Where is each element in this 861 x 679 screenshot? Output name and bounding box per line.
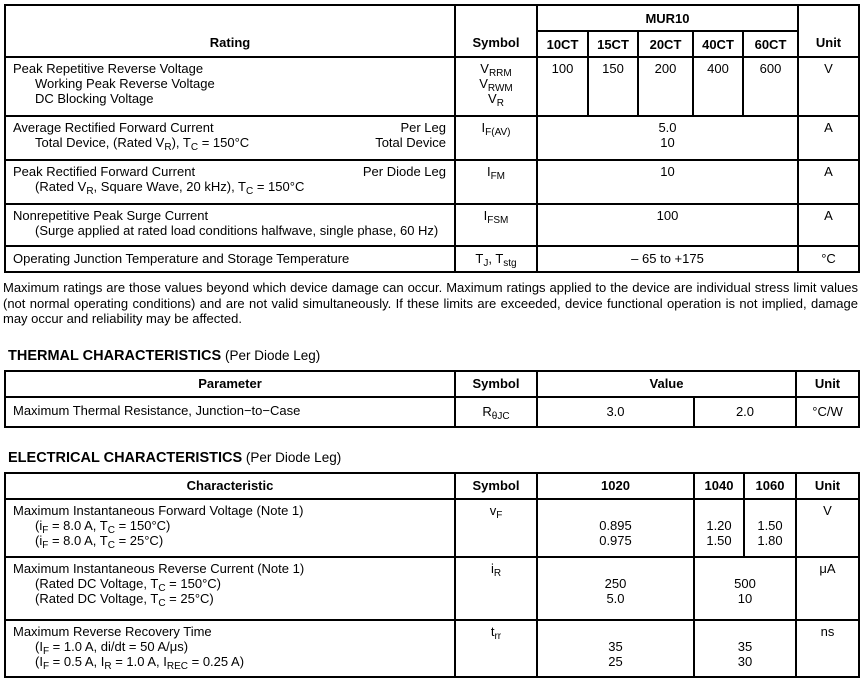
maximum-ratings-table	[4, 4, 860, 273]
symbol-cell: $t_{rr}$	[455, 620, 537, 677]
value-cell-2: 2.0	[694, 397, 796, 427]
value-cell-merged: 10	[537, 160, 798, 204]
column-header-symbol: Symbol	[455, 371, 537, 397]
total-device-note: Total Device	[375, 135, 446, 150]
characteristic-line: (Rated DC Voltage, $T_C = 150^\circ C$)	[35, 575, 221, 594]
column-header-1060: 1060	[744, 473, 796, 499]
characteristic-cell	[5, 620, 455, 677]
family-header: MUR10	[537, 5, 798, 31]
unit-cell: V	[798, 57, 859, 116]
value-cell-1040-1060-merged: 500 10	[694, 557, 796, 620]
value-cell-1020: 0.895 0.975	[537, 499, 694, 557]
value-cell-1020: 250 5.0	[537, 557, 694, 620]
column-header-1020: 1020	[537, 473, 694, 499]
value-cell-1020: 35 25	[537, 620, 694, 677]
electrical-section-heading	[8, 450, 861, 466]
column-header-model-15ct: 15CT	[588, 31, 638, 57]
value-cell-1060: 1.50 1.80	[744, 499, 796, 557]
rating-line: Working Peak Reverse Voltage	[35, 76, 215, 91]
rating-cell	[5, 160, 455, 204]
value-cell-1040-1060-merged: 35 30	[694, 620, 796, 677]
table-row-reverse-current	[5, 557, 859, 620]
table-row-junction-temperature	[5, 246, 859, 272]
characteristic-cell	[5, 557, 455, 620]
value-cell-40ct: 400	[693, 57, 743, 116]
thermal-heading-suffix: (Per Diode Leg)	[221, 347, 321, 363]
column-header-unit: Unit	[796, 371, 859, 397]
column-header-characteristic: Characteristic	[5, 473, 455, 499]
characteristic-cell	[5, 499, 455, 557]
table-row-forward-voltage	[5, 499, 859, 557]
characteristic-line: Maximum Instantaneous Reverse Current (Note 1)	[13, 560, 305, 576]
maximum-ratings-note: Maximum ratings are those values beyond which device damage can occur. Maximum ratings applied to the device are individual stress limit values (not normal operating conditions) and are not valid simultaneously. If these limits are exceeded, device functional operation is not implied, damage may occur and reliability may be affected.	[3, 280, 858, 326]
per-leg-note: Per Leg	[400, 120, 446, 135]
table-row-thermal-resistance	[5, 397, 859, 427]
column-header-symbol: Symbol	[455, 473, 537, 499]
header-row	[5, 473, 859, 499]
symbol-cell: $T_J$, $T_{stg}$	[455, 246, 537, 272]
column-header-model-10ct: 10CT	[537, 31, 588, 57]
unit-cell: V	[796, 499, 859, 557]
parameter-cell: Maximum Thermal Resistance, Junction−to−Case	[5, 397, 455, 427]
table-row-reverse-voltage	[5, 57, 859, 116]
symbol-cell: $V_{RRM}$ $V_{RWM}$ $V_R$	[455, 57, 537, 116]
rating-cell	[5, 204, 455, 246]
rating-line: Operating Junction Temperature and Storage Temperature	[13, 250, 350, 266]
symbol-cell: $i_R$	[455, 557, 537, 620]
value-cell-20ct: 200	[638, 57, 693, 116]
characteristic-line: ($I_F = 1.0$ A, di/dt = 50 A/μs)	[35, 638, 189, 657]
symbol-cell: $I_{FSM}$	[455, 204, 537, 246]
rating-line: Nonrepetitive Peak Surge Current	[13, 208, 209, 223]
rating-line: (Surge applied at rated load conditions halfwave, single phase, 60 Hz)	[35, 223, 439, 238]
thermal-characteristics-table	[4, 370, 860, 428]
value-cell-10ct: 100	[537, 57, 588, 116]
unit-cell: A	[798, 204, 859, 246]
column-header-unit: Unit	[796, 473, 859, 499]
per-diode-leg-note: Per Diode Leg	[362, 164, 446, 179]
characteristic-line: ($i_F = 8.0$ A, $T_C = 25^\circ C$)	[35, 532, 164, 551]
unit-cell: A	[798, 160, 859, 204]
column-header-unit: Unit	[798, 5, 859, 57]
thermal-section-heading	[8, 348, 861, 364]
column-header-model-20ct: 20CT	[638, 31, 693, 57]
unit-cell: °C/W	[796, 397, 859, 427]
value-cell-15ct: 150	[588, 57, 638, 116]
characteristic-line: (Rated DC Voltage, $T_C = 25^\circ C$)	[35, 590, 214, 609]
value-cell-merged: 5.0 10	[537, 116, 798, 160]
unit-cell: μA	[796, 557, 859, 620]
unit-cell: ns	[796, 620, 859, 677]
rating-line: Total Device, (Rated $V_R$), $T_C = 150^\circ C$ Total Device	[13, 135, 450, 150]
rating-cell	[5, 116, 455, 160]
value-cell-1040: 1.20 1.50	[694, 499, 744, 557]
table-row-recovery-time	[5, 620, 859, 677]
characteristic-line: Maximum Reverse Recovery Time	[13, 623, 212, 639]
table-row-peak-current	[5, 160, 859, 204]
electrical-heading-suffix: (Per Diode Leg)	[242, 449, 342, 465]
header-row	[5, 371, 859, 397]
symbol-cell: $I_{F(AV)}$	[455, 116, 537, 160]
column-header-value: Value	[537, 371, 796, 397]
table-row-average-current	[5, 116, 859, 160]
column-header-model-40ct: 40CT	[693, 31, 743, 57]
characteristic-line: ($i_F = 8.0$ A, $T_C = 150^\circ C$)	[35, 517, 171, 536]
rating-cell	[5, 57, 455, 116]
symbol-cell: $I_{FM}$	[455, 160, 537, 204]
column-header-parameter: Parameter	[5, 371, 455, 397]
characteristic-line: ($I_F = 0.5$ A, $I_R = 1.0$ A, $I_{REC} = 0.25$ A)	[35, 653, 245, 672]
electrical-characteristics-table	[4, 472, 860, 678]
unit-cell: °C	[798, 246, 859, 272]
electrical-heading-bold: ELECTRICAL CHARACTERISTICS	[8, 449, 243, 466]
table-row-surge-current	[5, 204, 859, 246]
column-header-rating: Rating	[5, 5, 455, 57]
rating-line: Peak Repetitive Reverse Voltage	[13, 61, 204, 76]
rating-line: Peak Rectified Forward Current Per Diode Leg	[13, 164, 450, 179]
column-header-model-60ct: 60CT	[743, 31, 798, 57]
value-cell-merged: 100	[537, 204, 798, 246]
symbol-cell: $v_F$	[455, 499, 537, 557]
value-cell-merged: – 65 to +175	[537, 246, 798, 272]
rating-cell	[5, 246, 455, 272]
rating-line: DC Blocking Voltage	[35, 91, 154, 106]
column-header-symbol: Symbol	[455, 5, 537, 57]
rating-line: (Rated $V_R$, Square Wave, 20 kHz), $T_C = 150^\circ C$	[35, 179, 305, 197]
value-cell-1: 3.0	[537, 397, 694, 427]
value-cell-60ct: 600	[743, 57, 798, 116]
characteristic-line: Maximum Instantaneous Forward Voltage (Note 1)	[13, 502, 304, 518]
rating-line: Average Rectified Forward Current Per Leg	[13, 120, 450, 135]
thermal-heading-bold: THERMAL CHARACTERISTICS	[8, 347, 222, 364]
header-row-family	[5, 5, 859, 31]
column-header-1040: 1040	[694, 473, 744, 499]
symbol-cell: $R_{\theta JC}$	[455, 397, 537, 427]
unit-cell: A	[798, 116, 859, 160]
